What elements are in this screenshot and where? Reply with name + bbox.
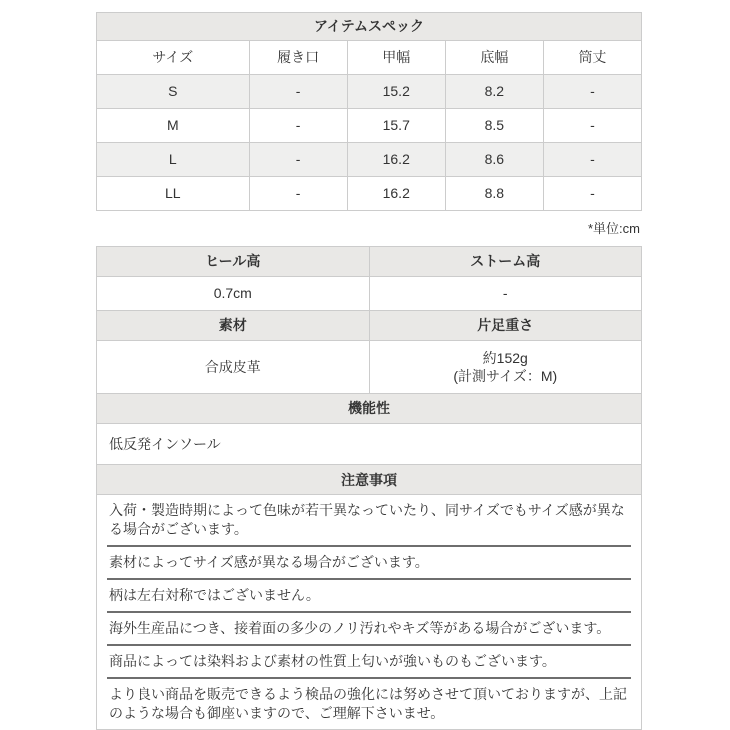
table-row	[97, 75, 642, 109]
table-row	[97, 109, 642, 143]
caution-note: 海外生産品につき、接着面の多少のノリ汚れやキズ等がある場合がございます。	[107, 613, 631, 646]
col-header-size: サイズ	[97, 41, 250, 75]
spec-table-title: アイテムスペック	[97, 13, 642, 41]
instep-cell: 16.2	[347, 143, 445, 177]
opening-cell: -	[249, 109, 347, 143]
size-cell: L	[97, 143, 250, 177]
instep-cell: 15.2	[347, 75, 445, 109]
shaft-cell: -	[543, 109, 641, 143]
table-row	[97, 177, 642, 211]
size-cell: LL	[97, 177, 250, 211]
heel-height-label: ヒール高	[97, 247, 370, 277]
storm-height-label: ストーム高	[369, 247, 642, 277]
caution-label: 注意事項	[97, 465, 642, 495]
caution-note: 素材によってサイズ感が異なる場合がございます。	[107, 547, 631, 580]
material-value: 合成皮革	[97, 341, 370, 394]
col-header-opening: 履き口	[249, 41, 347, 75]
storm-height-value: -	[369, 277, 642, 311]
caution-note: 入荷・製造時期によって色味が若干異なっていたり、同サイズでもサイズ感が異なる場合がございます。	[107, 495, 631, 547]
sole-cell: 8.5	[445, 109, 543, 143]
weight-value	[369, 341, 642, 394]
weight-label: 片足重さ	[369, 311, 642, 341]
heel-height-value: 0.7cm	[97, 277, 370, 311]
item-spec-table	[96, 12, 642, 211]
sole-cell: 8.8	[445, 177, 543, 211]
sole-cell: 8.6	[445, 143, 543, 177]
shaft-cell: -	[543, 75, 641, 109]
col-header-shaft-height: 筒丈	[543, 41, 641, 75]
size-cell: S	[97, 75, 250, 109]
opening-cell: -	[249, 177, 347, 211]
opening-cell: -	[249, 143, 347, 177]
opening-cell: -	[249, 75, 347, 109]
instep-cell: 15.7	[347, 109, 445, 143]
col-header-instep-width: 甲幅	[347, 41, 445, 75]
weight-value-line2: (計測サイズ：M)	[453, 368, 558, 384]
table-row	[97, 143, 642, 177]
unit-note: *単位:cm	[587, 221, 640, 236]
shaft-cell: -	[543, 143, 641, 177]
caution-note: 商品によっては染料および素材の性質上匂いが強いものもございます。	[107, 646, 631, 679]
detail-table	[96, 246, 642, 730]
shaft-cell: -	[543, 177, 641, 211]
material-label: 素材	[97, 311, 370, 341]
functionality-label: 機能性	[97, 394, 642, 424]
sole-cell: 8.2	[445, 75, 543, 109]
spec-columns-row	[97, 41, 642, 75]
col-header-sole-width: 底幅	[445, 41, 543, 75]
caution-notes	[97, 495, 642, 730]
caution-note: より良い商品を販売できるよう検品の強化には努めさせて頂いておりますが、上記のような場合も御座いますので、ご理解下さいませ。	[109, 686, 627, 722]
functionality-value: 低反発インソール	[97, 424, 642, 465]
instep-cell: 16.2	[347, 177, 445, 211]
weight-value-line1: 約152g	[482, 349, 528, 366]
size-cell: M	[97, 109, 250, 143]
caution-note: 柄は左右対称ではございません。	[107, 580, 631, 613]
item-spec-page	[96, 12, 642, 730]
